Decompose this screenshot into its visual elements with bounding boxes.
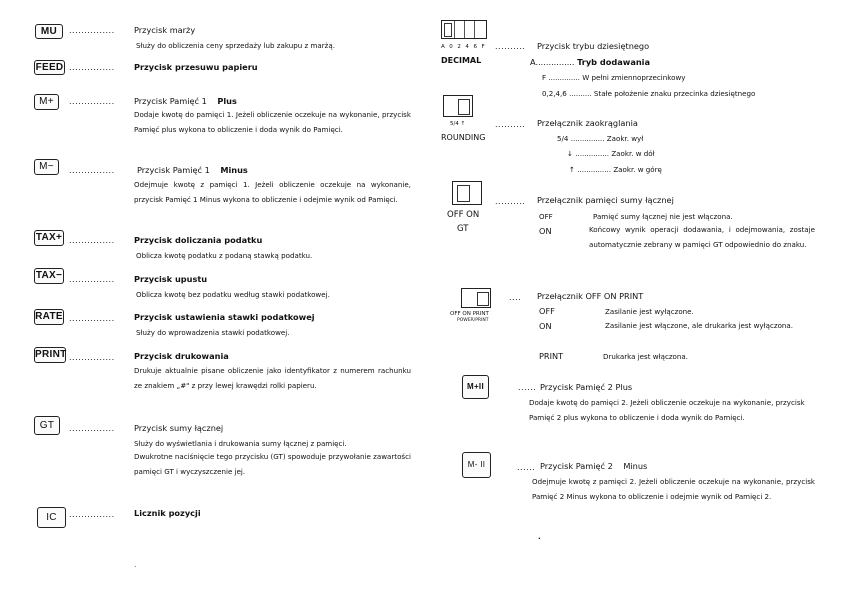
mu-title: Przycisk marży [134,25,196,35]
decimal-opt-f: F .............. W pełni zmiennoprzecinkowy [542,73,686,82]
leader-dots: ............... [69,510,115,519]
leader-dots: .......... [495,42,526,51]
m-minus-key-icon: M− [34,159,59,175]
power-print-text: Drukarka jest włączona. [603,352,689,361]
power-print-switch-icon [461,288,491,308]
tax-minus-desc: Oblicza kwotę bez podatku według stawki podatkowej. [136,290,330,299]
power-print-switch-knob [477,292,489,306]
leader-dots: ............... [69,166,115,175]
gt-key-icon: GT [34,416,60,435]
gt-on-key: ON [539,226,552,236]
mu-desc: Służy do obliczenia ceny sprzedaży lub zakupu z marżą. [136,41,335,50]
gt-switch-label-1: OFF ON [447,210,480,220]
ic-key-icon: IC [37,507,66,528]
m-plus-title: Przycisk Pamięć 1 Plus [134,96,237,106]
tax-minus-title: Przycisk upustu [134,274,208,284]
m-minus-title: Przycisk Pamięć 1 Minus [137,165,248,175]
gt-switch-knob [457,185,470,202]
leader-dots: ............... [69,26,115,35]
rate-desc: Służy do wprowadzenia stawki podatkowej. [136,328,290,337]
stray-dot: . [134,560,137,569]
decimal-scale: A 0 2 4 6 F [441,44,487,50]
gt-desc-2: Dwukrotne naciśnięcie tego przycisku (GT) spowoduje przywołanie zawartości pamięci GT i wyczyszczenie jej. [134,452,411,476]
power-print-title: Przełącznik OFF ON PRINT [537,291,644,301]
rounding-opt-54: 5/4 ............... Zaokr. wył [557,134,644,143]
feed-key-icon: FEED [35,62,64,73]
m-plus-key-icon: M+ [34,94,59,110]
leader-dots: ............... [69,353,115,362]
rounding-opt-up: ↑ ............... Zaokr. w górę [569,165,662,174]
leader-dots: ...... [517,463,536,472]
m2-minus-desc: Odejmuje kwotę z pamięci 2. Jeżeli obliczenie oczekuje na wykonanie, przycisk Pamięć 2 Minus wykona to obliczenie i odejmie wynik od Pamięci 2. [532,477,815,501]
power-off-text: Zasilanie jest wyłączone. [605,307,694,316]
tax-minus-key-icon: TAX− [34,268,64,284]
print-title: Przycisk drukowania [134,351,229,361]
m2-plus-title: Przycisk Pamięć 2 Plus [540,382,633,392]
print-key-icon: PRINT [34,347,66,363]
ic-title: Licznik pozycji [134,508,201,518]
leader-dots: ............... [69,314,115,323]
decimal-label: DECIMAL [441,56,482,65]
gt-switch-label-2: GT [457,224,469,234]
power-print-label-1: OFF ON PRINT [450,311,489,317]
leader-dots: .......... [495,197,526,206]
rounding-label: ROUNDING [441,133,486,142]
decimal-title: Przycisk trybu dziesiętnego [537,41,650,51]
gt-switch-icon [452,181,482,205]
leader-dots: ...... [518,383,537,392]
rate-title: Przycisk ustawienia stawki podatkowej [134,312,315,322]
stray-dot: . [538,532,541,541]
leader-dots: ............... [69,63,115,72]
m2-minus-title: Przycisk Pamięć 2 Minus [540,461,648,471]
power-on-key: ON [539,321,552,331]
tax-plus-title: Przycisk doliczania podatku [134,235,263,245]
rounding-switch-icon [443,95,473,117]
power-print-key: PRINT [539,351,564,361]
decimal-switch-knob [444,23,452,37]
leader-dots: ............... [69,97,115,106]
gt-desc-1: Służy do wyświetlania i drukowania sumy łącznej z pamięci. [134,439,347,448]
gt-off-text: Pamięć sumy łącznej nie jest włączona. [593,212,733,221]
leader-dots: ............... [69,424,115,433]
leader-dots: ............... [69,275,115,284]
tax-plus-key-icon: TAX+ [34,230,64,246]
decimal-opt-a: A............... Tryb dodawania [530,57,651,67]
mu-key-icon: MU [35,24,63,39]
rate-key-icon: RATE [34,309,64,325]
rounding-title: Przełącznik zaokrąglania [537,118,638,128]
gt-on-text: Końcowy wynik operacji dodawania, i odejmowania, zostaje automatycznie zebrany w pamięci GT odpowiednio do znaku. [589,225,815,249]
power-off-key: OFF [539,306,555,316]
leader-dots: .... [509,293,522,302]
decimal-switch-icon [441,20,487,39]
m2-minus-key-icon: M- II [462,452,491,478]
rounding-scale: 5/4 ↑ [450,121,466,127]
power-print-label-2: POWER/PRINT [457,318,489,323]
gt-switch-title: Przełącznik pamięci sumy łącznej [537,195,674,205]
m-plus-desc: Dodaje kwotę do pamięci 1. Jeżeli obliczenie oczekuje na wykonanie, przycisk Pamięć plus wykona to obliczenie i doda wynik do Pamięci. [134,110,411,134]
rounding-opt-down: ↓ ............... Zaokr. w dół [567,149,655,158]
m-minus-desc: Odejmuje kwotę z pamięci 1. Jeżeli obliczenie oczekuje na wykonanie, przycisk Pamięć 1 Minus wykona to obliczenie i odejmie wynik od Pamięci. [134,180,411,204]
leader-dots: .......... [495,120,526,129]
decimal-opt-fixed: 0,2,4,6 .......... Stałe położenie znaku przecinka dziesiętnego [542,89,756,98]
tax-plus-desc: Oblicza kwotę podatku z podaną stawką podatku. [136,251,313,260]
print-desc: Drukuje aktualnie pisane obliczenie jako identyfikator z numerem rachunku ze znakiem „#" z przy lewej krawędzi rolki papieru. [134,366,411,390]
rounding-switch-knob [458,99,470,115]
leader-dots: ............... [69,236,115,245]
gt-off-key: OFF [539,212,553,221]
power-on-text: Zasilanie jest włączone, ale drukarka jest wyłączona. [605,321,794,330]
m2-plus-desc: Dodaje kwotę do pamięci 2. Jeżeli obliczenie oczekuje na wykonanie, przycisk Pamięć 2 plus wykona to obliczenie i doda wynik do Pamięci. [529,398,805,422]
feed-title: Przycisk przesuwu papieru [134,62,258,72]
m2-plus-key-icon: M+II [462,375,489,399]
gt-title: Przycisk sumy łącznej [134,423,224,433]
